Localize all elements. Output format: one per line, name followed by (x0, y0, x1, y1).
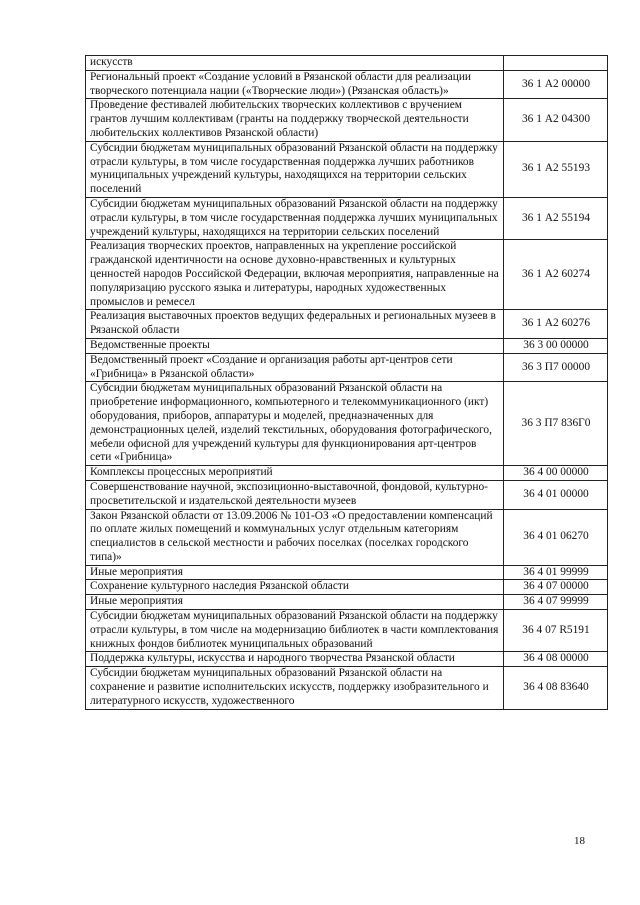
row-code-cell: 36 3 00 00000 (504, 338, 608, 353)
row-code-cell: 36 4 01 06270 (504, 509, 608, 565)
row-code-cell: 36 4 08 83640 (504, 667, 608, 709)
row-name-cell: Субсидии бюджетам муниципальных образований Рязанской области на поддержку отрасли культуры, в том числе государственная поддержка лучших муниципальных учреждений культуры, находящихся на территории сельских поселений (86, 197, 504, 239)
table-row (86, 141, 608, 197)
row-name-cell: Иные мероприятия (86, 595, 504, 610)
table-row (86, 310, 608, 339)
table-row (86, 509, 608, 565)
row-code-cell: 36 1 А2 60274 (504, 240, 608, 310)
row-name-cell: Субсидии бюджетам муниципальных образований Рязанской области на сохранение и развитие исполнительских искусств, поддержку изобразительного и литературного искусств, художественного (86, 667, 504, 709)
row-code-cell: 36 1 А2 55193 (504, 141, 608, 197)
table-row (86, 667, 608, 709)
row-code-cell: 36 4 07 00000 (504, 580, 608, 595)
row-code-cell: 36 1 А2 55194 (504, 197, 608, 239)
table-row (86, 70, 608, 99)
table-row (86, 338, 608, 353)
row-name-cell: Ведомственные проекты (86, 338, 504, 353)
row-name-cell: искусств (86, 56, 504, 71)
page-number: 18 (574, 835, 585, 847)
table-row (86, 240, 608, 310)
table-row (86, 565, 608, 580)
table-row (86, 580, 608, 595)
table-row (86, 610, 608, 652)
table-row (86, 353, 608, 382)
row-name-cell: Поддержка культуры, искусства и народного творчества Рязанской области (86, 652, 504, 667)
row-name-cell: Совершенствование научной, экспозиционно-выставочной, фондовой, культурно-просветительской и издательской деятельности музеев (86, 480, 504, 509)
table-row (86, 466, 608, 481)
table-body (86, 56, 608, 710)
row-name-cell: Проведение фестивалей любительских творческих коллективов с вручением грантов лучшим коллективам (гранты на поддержку творческой деятельности любительских коллективов Рязанской области) (86, 99, 504, 141)
row-code-cell: 36 3 П7 836Г0 (504, 382, 608, 466)
table-row (86, 595, 608, 610)
row-name-cell: Субсидии бюджетам муниципальных образований Рязанской области на поддержку отрасли культуры, в том числе на модернизацию библиотек в части комплектования книжных фондов библиотек муниципальных образований (86, 610, 504, 652)
table-row (86, 197, 608, 239)
row-code-cell (504, 56, 608, 71)
row-code-cell: 36 3 П7 00000 (504, 353, 608, 382)
row-name-cell: Субсидии бюджетам муниципальных образований Рязанской области на приобретение информационного, компьютерного и телекоммуникационного (икт) оборудования, приборов, аппаратуры и моделей, предназначенных для демонстрационных целей, изделий текстильных, оборудования фотографического, мебели офисной для учреждений культуры для функционирования арт-центров сети «Грибница» (86, 382, 504, 466)
budget-classification-sheet (85, 55, 598, 710)
table-row (86, 382, 608, 466)
table-row (86, 99, 608, 141)
row-code-cell: 36 1 А2 60276 (504, 310, 608, 339)
row-code-cell: 36 1 А2 00000 (504, 70, 608, 99)
budget-classification-table (85, 55, 608, 710)
row-name-cell: Закон Рязанской области от 13.09.2006 № 101-ОЗ «О предоставлении компенсаций по оплате жилых помещений и коммунальных услуг отдельным категориям специалистов в сельской местности и рабочих поселках (поселках городского типа)» (86, 509, 504, 565)
row-name-cell: Сохранение культурного наследия Рязанской области (86, 580, 504, 595)
table-row (86, 480, 608, 509)
row-name-cell: Ведомственный проект «Создание и организация работы арт-центров сети «Грибница» в Рязанской области» (86, 353, 504, 382)
row-code-cell: 36 1 А2 04300 (504, 99, 608, 141)
table-row (86, 652, 608, 667)
row-code-cell: 36 4 01 99999 (504, 565, 608, 580)
row-code-cell: 36 4 01 00000 (504, 480, 608, 509)
row-name-cell: Иные мероприятия (86, 565, 504, 580)
row-code-cell: 36 4 08 00000 (504, 652, 608, 667)
row-name-cell: Реализация творческих проектов, направленных на укрепление российской гражданской идентичности на основе духовно-нравственных и культурных ценностей народов Российской Федерации, включая мероприятия, направленные на популяризацию русского языка и литературы, народных художественных промыслов и ремесел (86, 240, 504, 310)
row-name-cell: Региональный проект «Создание условий в Рязанской области для реализации творческого потенциала нации («Творческие люди») (Рязанская область)» (86, 70, 504, 99)
row-name-cell: Субсидии бюджетам муниципальных образований Рязанской области на поддержку отрасли культуры, в том числе государственная поддержка лучших работников муниципальных учреждений культуры, находящихся на территории сельских поселений (86, 141, 504, 197)
row-code-cell: 36 4 07 99999 (504, 595, 608, 610)
row-code-cell: 36 4 00 00000 (504, 466, 608, 481)
row-name-cell: Комплексы процессных мероприятий (86, 466, 504, 481)
table-row (86, 56, 608, 71)
row-name-cell: Реализация выставочных проектов ведущих федеральных и региональных музеев в Рязанской области (86, 310, 504, 339)
row-code-cell: 36 4 07 R5191 (504, 610, 608, 652)
